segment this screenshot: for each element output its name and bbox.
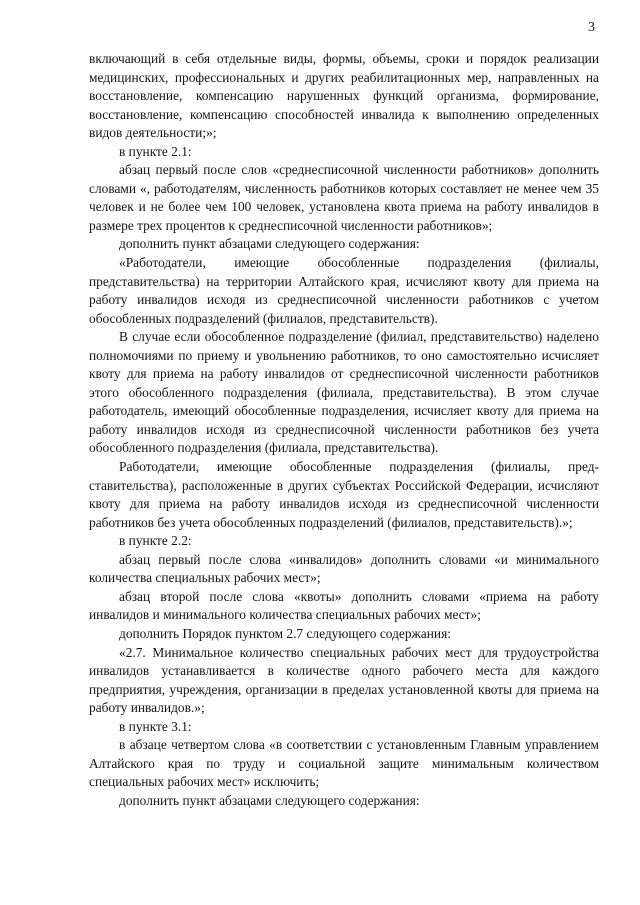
paragraph-clause-2-1-first-amendment: абзац первый после слов «среднесписочной численности работников» дополнить словами «, работодателям, численность работников которых составляет не менее чем 35 человек и не более чем 100 человек, установлена квота приема на работу инвалидов в размере трех процентов к среднесписочной численности работников»; bbox=[89, 162, 599, 233]
paragraph-continuation: включающий в себя отдельные виды, формы, объемы, сроки и порядок реализации медицинских, профессиональных и других реабилитационных мер, направленных на восстановление, компенсацию нарушенных функций организма, формирование, восстановление, компенсацию способностей инвалида к выполнению определенных видов деятельности;»; bbox=[89, 51, 599, 141]
paragraph-clause-2-2-heading: в пункте 2.2: bbox=[119, 533, 192, 549]
paragraph-clause-3-1-heading: в пункте 3.1: bbox=[119, 718, 192, 734]
paragraph-clause-2-2-first-amendment: абзац первый после слова «инвалидов» дополнить словами «и минимального количества специальных рабочих мест»; bbox=[89, 551, 599, 586]
paragraph-other-regions: Работодатели, имеющие обособленные подразделения (филиалы, представительства), расположенные в других субъектах Российской Федерации, исчисляют квоту для приема на работу инвалидов исходя из среднесписочной численности работников без учета обособленных подразделений (филиалов, представительств).»; bbox=[89, 459, 599, 530]
paragraph-clause-3-1-fourth-amendment: в абзаце четвертом слова «в соответствии с установленным Главным управлением Алтайского края по труду и социальной защите минимальным количеством специальных рабочих мест» исключить; bbox=[89, 737, 599, 790]
document-body bbox=[89, 50, 599, 810]
paragraph-clause-2-2-second-amendment: абзац второй после слова «квоты» дополнить словами «приема на работу инвалидов и минимального количества специальных рабочих мест»; bbox=[89, 588, 599, 623]
paragraph-division-own-quota: В случае если обособленное подразделение (филиал, представительство) наделено полномочиями по приему и увольнению работников, то оно самостоятельно исчисляет квоту для приема на работу инвалидов от среднесписочной численности работников этого обособленного подразделения (филиала, представительства). В этом случае работодатель, имеющий обособленные подразделения, исчисляет квоту для приема на работу инвалидов исходя из среднесписочной численности работников без учета обособленного подразделения (филиала, представительства). bbox=[89, 329, 599, 456]
paragraph-clause-2-1-add-intro: дополнить пункт абзацами следующего содержания: bbox=[119, 236, 420, 252]
paragraph-clause-2-1-heading: в пункте 2.1: bbox=[119, 143, 192, 159]
paragraph-clause-2-7-text: «2.7. Минимальное количество специальных рабочих мест для трудоустройства инвалидов устанавливается в количестве одного рабочего места для каждого предприятия, учреждения, организации в пределах установленной квоты для приема на работу инвалидов.»; bbox=[89, 644, 599, 716]
paragraph-add-clause-2-7-intro: дополнить Порядок пунктом 2.7 следующего содержания: bbox=[119, 625, 451, 641]
page-number: 3 bbox=[588, 20, 595, 35]
paragraph-quota-separate-divisions: «Работодатели, имеющие обособленные подразделения (филиалы, представительства) на территории Алтайского края, исчисляют квоту для приема на работу инвалидов исходя из среднесписочной численности работников с учетом обособленных подразделений (филиалов, представительств). bbox=[89, 255, 599, 326]
paragraph-clause-3-1-add-intro: дополнить пункт абзацами следующего содержания: bbox=[119, 792, 420, 808]
